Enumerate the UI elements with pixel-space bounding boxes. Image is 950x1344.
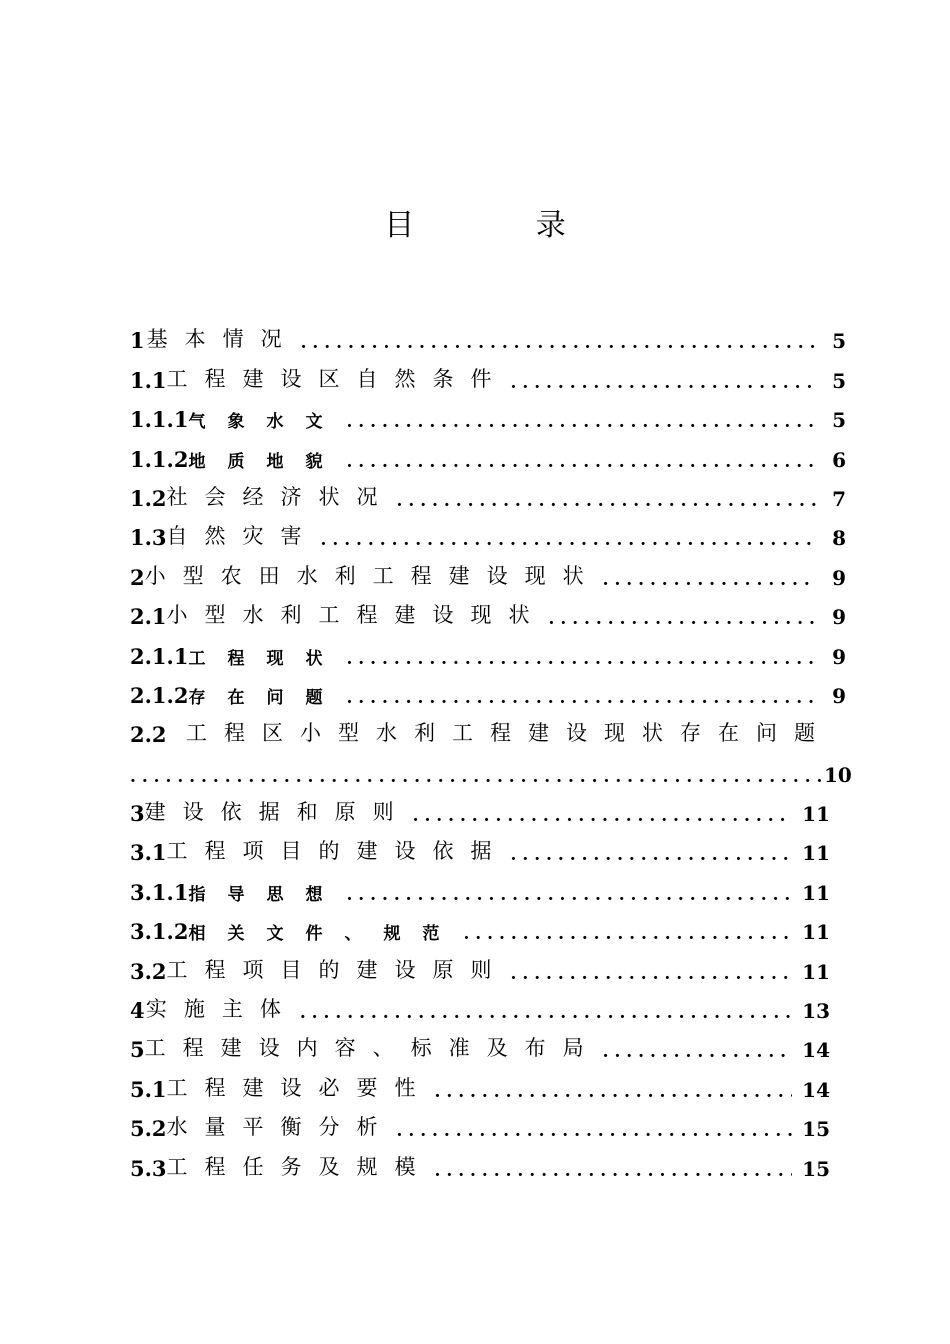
- toc-entry-number: 3: [130, 801, 145, 827]
- toc-entry-number: 3.1.2: [130, 919, 189, 945]
- toc-entry-number: 3.1.1: [130, 879, 189, 905]
- toc-entry-page: 15: [802, 1156, 830, 1181]
- toc-entry-title: 工程项目的建设原则: [166, 957, 509, 982]
- toc-entry-number: 2.1: [130, 604, 167, 630]
- toc-entry-number: 1.1: [130, 367, 167, 393]
- toc-entry-title: 工程建设内容、标准及布局: [144, 1036, 601, 1061]
- toc-entry[interactable]: [130, 787, 846, 826]
- dot-leader: [346, 688, 816, 708]
- toc-entry-number: 2.1.2: [130, 682, 189, 708]
- toc-entry-page: 5: [832, 368, 846, 393]
- toc-entry-number: 4: [130, 998, 145, 1024]
- dot-leader: [301, 333, 816, 353]
- toc-entry-page: 11: [802, 880, 830, 905]
- page-title: 目 录: [384, 208, 622, 243]
- dot-leader: [435, 1082, 792, 1102]
- toc-entry-page: 11: [802, 920, 830, 945]
- dot-leader: [346, 885, 792, 905]
- toc-entry-page: 9: [832, 683, 846, 708]
- toc-entry[interactable]: [130, 590, 846, 629]
- toc-entry-number: 2.2: [130, 722, 167, 748]
- toc-entry-title: 工程建设必要性: [166, 1075, 433, 1100]
- toc-entry[interactable]: [130, 472, 846, 511]
- toc-entry[interactable]: [130, 432, 846, 471]
- toc-entry[interactable]: [130, 550, 846, 589]
- toc-entry-title: 存在问题: [188, 687, 345, 708]
- toc-entry-page: 9: [832, 565, 846, 590]
- toc-entry-page: 9: [832, 605, 846, 630]
- toc-entry-title: 小型水利工程建设现状: [166, 603, 547, 628]
- dot-leader: [463, 924, 792, 944]
- toc-entry-title: 指导思想: [188, 884, 345, 905]
- toc-entry-page: 14: [802, 1077, 830, 1102]
- toc-entry[interactable]: [130, 984, 846, 1023]
- toc-entry[interactable]: [130, 944, 846, 983]
- toc-entry[interactable]: [130, 629, 846, 668]
- toc-entry[interactable]: [130, 826, 846, 865]
- toc-entry-title: 工程现状: [188, 648, 345, 669]
- toc-entry-number: 5: [130, 1037, 145, 1063]
- toc-entry-title: 相关文件、规范: [188, 924, 462, 945]
- toc-entry-title: 建设依据和原则: [144, 800, 411, 825]
- toc-entry-page: 11: [802, 841, 830, 866]
- toc-entry-page: 7: [832, 486, 846, 511]
- toc-entry-page: 5: [832, 408, 846, 433]
- toc-entry[interactable]: [130, 511, 846, 550]
- dot-leader: [511, 845, 792, 865]
- toc-entry-title: 水量平衡分析: [166, 1115, 395, 1140]
- dot-leader: [130, 767, 824, 787]
- dot-leader: [346, 452, 816, 472]
- toc-entry-page: 8: [832, 526, 846, 551]
- toc-entry-number: 2: [130, 564, 145, 590]
- toc-entry-title: 基本情况: [146, 327, 299, 352]
- toc-entry-title: 小型农田水利工程建设现状: [144, 563, 601, 588]
- dot-leader: [603, 570, 816, 590]
- toc-entry-number: 3.1: [130, 840, 167, 866]
- dot-leader: [346, 412, 816, 432]
- toc-entry-number: 5.2: [130, 1116, 167, 1142]
- dot-leader: [413, 806, 792, 826]
- dot-leader: [511, 964, 792, 984]
- toc-entry-number: 1.3: [130, 525, 167, 551]
- toc-entry-page: 11: [802, 959, 830, 984]
- toc-entry-title: 社会经济状况: [166, 484, 395, 509]
- toc-entry-title: 实施主体: [145, 997, 298, 1022]
- toc-entry-page: 9: [832, 644, 846, 669]
- toc-entry[interactable]: [130, 353, 846, 392]
- toc-entry[interactable]: [130, 708, 846, 747]
- dot-leader: [603, 1042, 792, 1062]
- toc-entry-title: 气象水文: [188, 412, 345, 433]
- toc-entry[interactable]: [130, 1102, 846, 1141]
- toc-entry-number: 2.1.1: [130, 643, 189, 669]
- toc-entry-page: 11: [802, 802, 830, 827]
- toc-entry-page: 15: [802, 1117, 830, 1142]
- dot-leader: [346, 649, 816, 669]
- dot-leader: [435, 1161, 792, 1181]
- toc-entry-number: 1: [130, 328, 145, 354]
- toc-entry-page: 14: [802, 1038, 830, 1063]
- toc-entry-page: 5: [832, 329, 846, 354]
- toc-entry-number: 5.3: [130, 1155, 167, 1181]
- dot-leader: [549, 609, 816, 629]
- toc-entry-title: 自然灾害: [166, 524, 319, 549]
- toc-entry-title: 地质地貌: [188, 451, 345, 472]
- toc-entry[interactable]: [130, 1023, 846, 1062]
- dot-leader: [321, 530, 816, 550]
- toc-entry-page: 13: [802, 999, 830, 1024]
- toc-entry-number: 1.2: [130, 485, 167, 511]
- toc-entry-number: 1.1.2: [130, 446, 189, 472]
- toc-entry[interactable]: [130, 1062, 846, 1101]
- toc-entry-title: 工程区小型水利工程建设现状存在问题: [186, 721, 832, 746]
- toc-entry[interactable]: [130, 1141, 846, 1180]
- toc-entry-title: 工程项目的建设依据: [166, 839, 509, 864]
- toc-entry[interactable]: [130, 865, 846, 904]
- dot-leader: [397, 1121, 792, 1141]
- dot-leader: [397, 491, 816, 511]
- toc-entry-title: 工程建设区自然条件: [166, 366, 509, 391]
- table-of-contents: [130, 314, 852, 1181]
- toc-entry-page: 10: [824, 762, 852, 787]
- toc-entry-continuation[interactable]: [130, 747, 852, 787]
- toc-entry-number: 3.2: [130, 958, 167, 984]
- toc-entry-number: 1.1.1: [130, 407, 189, 433]
- toc-entry-number: 5.1: [130, 1076, 167, 1102]
- toc-entry-title: 工程任务及规模: [166, 1154, 433, 1179]
- toc-entry[interactable]: [130, 669, 846, 708]
- toc-entry-page: 6: [832, 447, 846, 472]
- dot-leader: [300, 1003, 792, 1023]
- toc-entry[interactable]: [130, 393, 846, 432]
- toc-entry[interactable]: [130, 314, 846, 353]
- toc-entry[interactable]: [130, 905, 846, 944]
- dot-leader: [511, 373, 816, 393]
